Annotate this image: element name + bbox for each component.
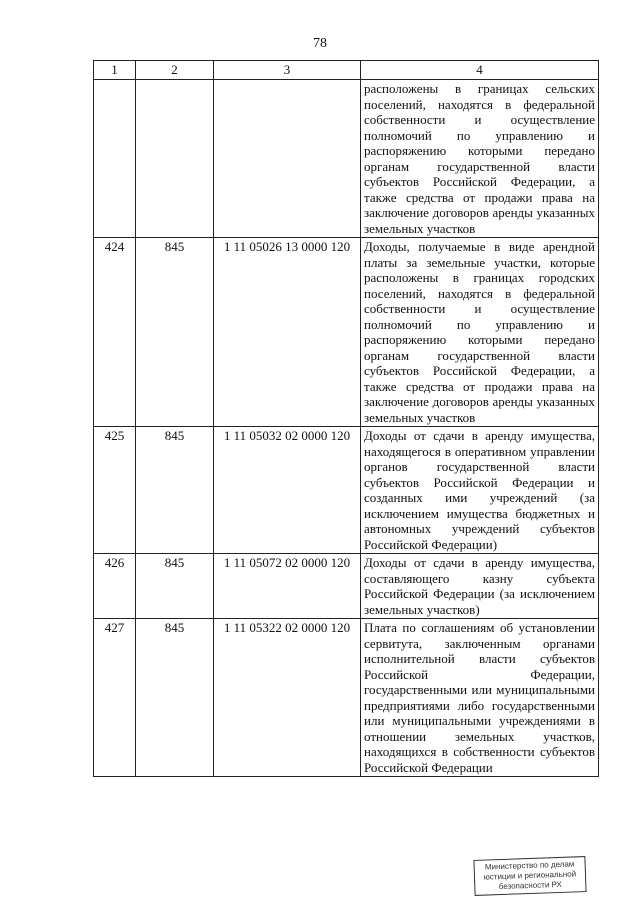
row-number-cell: 425 [94,427,136,554]
budget-code-cell: 1 11 05026 13 0000 120 [214,238,361,427]
administrator-code-cell: 845 [136,619,214,777]
table-header-row [94,61,599,80]
table-row [94,238,599,427]
column-header-3: 3 [214,61,361,80]
description-cell: Доходы, получаемые в виде арендной платы за земельные участки, которые расположены в границах городских поселений, находятся в федеральной собственности и осуществление полномочий по управлению и распоряжению которыми передано органам государственной власти субъектов Российской Федерации, а также средства от продажи права на заключение договоров аренды указанных земельных участков [361,238,599,427]
description-cell: расположены в границах сельских поселений, находятся в федеральной собственности и осуществление полномочий по управлению и распоряжению которыми передано органам государственной власти субъектов Российской Федерации, а также средства от продажи права на заключение договоров аренды указанных земельных участков [361,80,599,238]
stamp-line-1: Министерство по делам [484,859,575,872]
row-number-cell: 427 [94,619,136,777]
page-number: 78 [313,36,327,51]
administrator-code-cell: 845 [136,238,214,427]
budget-code-cell [214,80,361,238]
revenue-codes-table [93,60,599,777]
budget-code-cell: 1 11 05072 02 0000 120 [214,554,361,619]
table-row [94,619,599,777]
column-header-2: 2 [136,61,214,80]
row-number-cell: 426 [94,554,136,619]
administrator-code-cell: 845 [136,427,214,554]
table-row [94,427,599,554]
row-number-cell [94,80,136,238]
ministry-stamp [473,856,586,896]
row-number-cell: 424 [94,238,136,427]
budget-code-cell: 1 11 05032 02 0000 120 [214,427,361,554]
column-header-1: 1 [94,61,136,80]
stamp-line-3: безопасности РХ [498,879,563,892]
budget-code-cell: 1 11 05322 02 0000 120 [214,619,361,777]
table-row [94,80,599,238]
stamp-line-2: юстиции и региональной [483,869,577,882]
column-header-4: 4 [361,61,599,80]
description-cell: Доходы от сдачи в аренду имущества, находящегося в оперативном управлении органов государственной власти субъектов Российской Федерации и созданных ими учреждений (за исключением имущества бюджетных и автономных учреждений субъектов Российской Федерации) [361,427,599,554]
table-row [94,554,599,619]
administrator-code-cell: 845 [136,554,214,619]
description-cell: Доходы от сдачи в аренду имущества, составляющего казну субъекта Российской Федерации (за исключением земельных участков) [361,554,599,619]
administrator-code-cell [136,80,214,238]
description-cell: Плата по соглашениям об установлении сервитута, заключенным органами исполнительной власти субъектов Российской Федерации, государственными или муниципальными предприятиями либо государственными или муниципальными учреждениями в отношении земельных участков, находящихся в собственности субъектов Российской Федерации [361,619,599,777]
